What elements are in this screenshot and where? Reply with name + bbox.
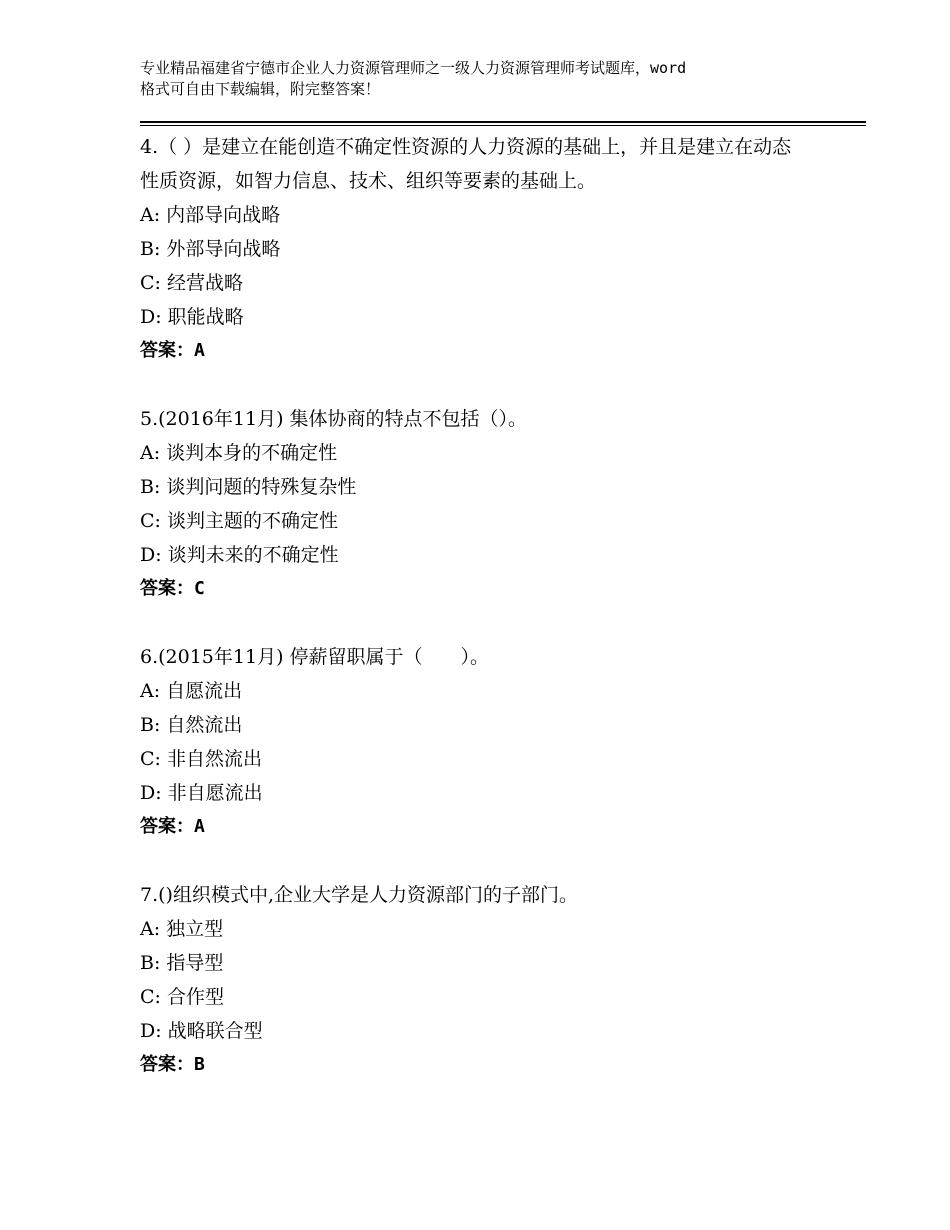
answer: 答案：A [140, 816, 205, 837]
answer: 答案：C [140, 578, 205, 599]
header-rule-thick [140, 121, 866, 123]
question-stem: 5.(2016年11月) 集体协商的特点不包括（）。 [140, 408, 528, 430]
answer: 答案：A [140, 340, 205, 361]
question-stem: 4.（ ）是建立在能创造不确定性资源的人力资源的基础上，并且是建立在动态性质资源，如智力信息、技术、组织等要素的基础上。 [140, 136, 792, 192]
option-b: B: 外部导向战略 [140, 238, 281, 260]
question-stem: 7.()组织模式中,企业大学是人力资源部门的子部门。 [140, 884, 578, 906]
question-item [140, 878, 840, 1082]
header-line-1: 专业精品福建省宁德市企业人力资源管理师之一级人力资源管理师考试题库，word [140, 59, 687, 77]
page-header [140, 58, 830, 100]
option-a: A: 自愿流出 [140, 680, 243, 702]
option-a: A: 谈判本身的不确定性 [140, 442, 338, 464]
option-a: A: 独立型 [140, 918, 224, 940]
option-d: D: 非自愿流出 [140, 782, 263, 804]
option-c: C: 谈判主题的不确定性 [140, 510, 338, 532]
option-c: C: 经营战略 [140, 272, 243, 294]
question-item [140, 402, 840, 606]
option-b: B: 指导型 [140, 952, 224, 974]
question-stem: 6.(2015年11月) 停薪留职属于（ ）。 [140, 646, 490, 668]
question-item [140, 130, 840, 368]
header-rule-thin [140, 125, 866, 126]
option-d: D: 谈判未来的不确定性 [140, 544, 339, 566]
option-a: A: 内部导向战略 [140, 204, 281, 226]
question-item [140, 640, 840, 844]
option-d: D: 职能战略 [140, 306, 244, 328]
option-b: B: 谈判问题的特殊复杂性 [140, 476, 357, 498]
answer: 答案：B [140, 1054, 205, 1075]
option-c: C: 非自然流出 [140, 748, 262, 770]
option-d: D: 战略联合型 [140, 1020, 263, 1042]
header-line-2: 格式可自由下载编辑，附完整答案！ [140, 80, 381, 98]
question-list [140, 130, 840, 1116]
option-b: B: 自然流出 [140, 714, 243, 736]
option-c: C: 合作型 [140, 986, 224, 1008]
